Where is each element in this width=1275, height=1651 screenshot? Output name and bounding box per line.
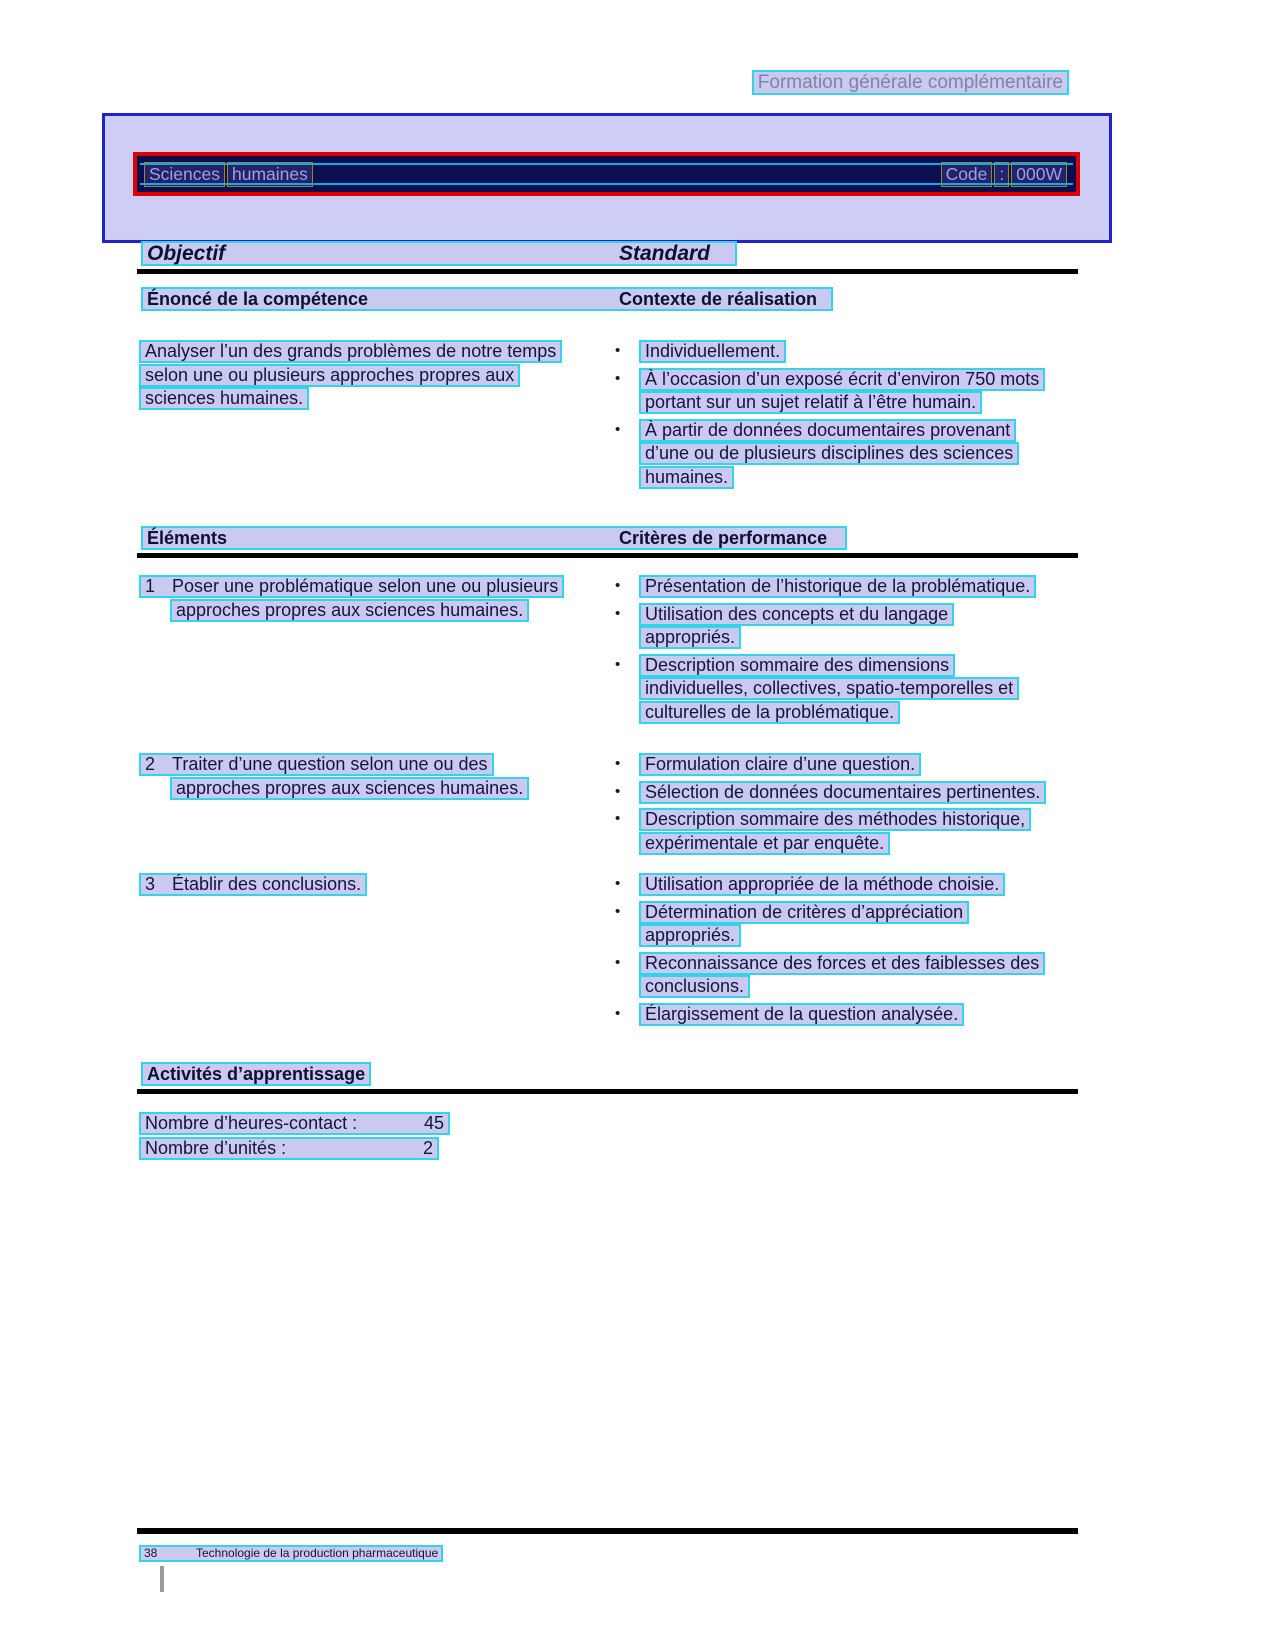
statement-line: Analyser l’un des grands problèmes de notre temps: [139, 340, 562, 363]
units-row: [139, 1137, 439, 1160]
bullet-icon: •: [615, 577, 621, 594]
bullet-icon: •: [615, 420, 621, 438]
item-line: [139, 873, 367, 896]
item-line: [139, 575, 564, 598]
context-bullet-list: [615, 340, 1045, 493]
footer: [139, 1541, 443, 1562]
bullet-line: d’une ou de plusieurs disciplines des sciences: [639, 442, 1019, 465]
contexte-heading: Contexte de réalisation: [619, 289, 818, 309]
hours-contact-label: Nombre d’heures-contact :: [145, 1113, 358, 1133]
bar-word: 000W: [1011, 162, 1067, 187]
criteria-list-2: [615, 753, 1046, 859]
list-item: [615, 781, 1046, 805]
list-item: [615, 753, 1046, 777]
bullet-icon: •: [615, 810, 621, 827]
bullet-line: Présentation de l’historique de la problématique.: [639, 575, 1036, 598]
bullet-line: Élargissement de la question analysée.: [639, 1003, 964, 1026]
bullet-line: Utilisation des concepts et du langage: [639, 603, 954, 626]
bullet-icon: •: [615, 369, 621, 387]
criteres-heading: Critères de performance: [619, 528, 828, 548]
footer-text-row: [139, 1545, 443, 1562]
item-text: Poser une problématique selon une ou plusieurs: [172, 576, 559, 596]
bar-word: Sciences: [144, 162, 225, 187]
activities-heading: Activités d’apprentissage: [141, 1062, 371, 1086]
objectif-heading: Objectif: [147, 242, 226, 265]
item-number: 2: [145, 754, 156, 774]
statement-line: selon une ou plusieurs approches propres aux: [139, 364, 520, 387]
bullet-line: expérimentale et par enquête.: [639, 832, 890, 855]
bullet-line: culturelles de la problématique.: [639, 701, 900, 724]
bullet-line: individuelles, collectives, spatio-temporelles et: [639, 677, 1019, 700]
bullet-icon: •: [615, 902, 621, 920]
bar-word: humaines: [227, 162, 313, 187]
bullet-line: portant sur un sujet relatif à l’être humain.: [639, 391, 982, 414]
bullet-line: À l’occasion d’un exposé écrit d’environ 750 mots: [639, 368, 1045, 391]
hours-contact-row: [139, 1112, 450, 1135]
bullet-line: humaines.: [639, 466, 734, 489]
bar-word: :: [994, 162, 1009, 187]
list-item: [615, 654, 1036, 725]
bullet-icon: •: [615, 755, 621, 772]
bullet-line: À partir de données documentaires provenant: [639, 419, 1016, 442]
list-item: [615, 340, 1045, 364]
statement-line: sciences humaines.: [139, 387, 309, 410]
list-item: [615, 901, 1045, 948]
bullet-line: Reconnaissance des forces et des faiblesses des: [639, 952, 1045, 975]
elements-header-row: [141, 526, 847, 550]
bullet-line: Détermination de critères d’appréciation: [639, 901, 969, 924]
subject-title-bar: [133, 152, 1080, 196]
element-item-3: [139, 873, 367, 897]
hours-contact-value: 45: [423, 1113, 444, 1133]
document-title: Technologie de la production pharmaceutique: [196, 1546, 439, 1560]
section-divider: [137, 553, 1078, 558]
list-item: [615, 952, 1045, 999]
list-item: [615, 603, 1036, 650]
criteria-list-1: [615, 575, 1036, 728]
bar-word: Code: [941, 162, 993, 187]
units-label: Nombre d’unités :: [145, 1137, 287, 1158]
bullet-icon: •: [615, 604, 621, 622]
bullet-line: Description sommaire des dimensions: [639, 654, 955, 677]
criteria-list-3: [615, 873, 1045, 1030]
bullet-icon: •: [615, 953, 621, 971]
competence-header-row: [141, 287, 833, 311]
text-cursor-artifact: [160, 1566, 164, 1592]
item-text: Traiter d’une question selon une ou des: [172, 754, 488, 774]
bullet-icon: •: [615, 1004, 621, 1022]
list-item: [615, 1003, 1045, 1027]
standard-heading: Standard: [619, 242, 711, 265]
bullet-icon: •: [615, 875, 621, 892]
bullet-line: Individuellement.: [639, 340, 786, 363]
subject-code: [941, 162, 1069, 187]
element-item-1: [139, 575, 564, 622]
section-divider: [137, 269, 1078, 274]
section-divider: [137, 1089, 1078, 1094]
bullet-line: conclusions.: [639, 975, 750, 998]
item-text: Établir des conclusions.: [172, 874, 362, 894]
list-item: [615, 873, 1045, 897]
units-value: 2: [422, 1137, 433, 1158]
bullet-line: Description sommaire des méthodes historique,: [639, 808, 1031, 831]
bullet-icon: •: [615, 782, 621, 800]
bullet-line: appropriés.: [639, 924, 741, 947]
item-line: approches propres aux sciences humaines.: [170, 599, 529, 622]
enonce-heading: Énoncé de la compétence: [147, 289, 369, 309]
page-header-text: Formation générale complémentaire: [752, 70, 1069, 95]
activities-info: [139, 1112, 450, 1161]
bullet-line: Sélection de données documentaires pertinentes.: [639, 781, 1046, 804]
element-item-2: [139, 753, 529, 800]
bullet-line: appropriés.: [639, 626, 741, 649]
bullet-icon: •: [615, 655, 621, 673]
list-item: [615, 419, 1045, 490]
columns-header-row: [141, 241, 737, 266]
item-number: 3: [145, 874, 156, 894]
subject-name: [144, 162, 315, 187]
bullet-line: Utilisation appropriée de la méthode choisie.: [639, 873, 1005, 896]
list-item: [615, 808, 1046, 855]
footer-divider: [137, 1528, 1078, 1534]
elements-heading: Éléments: [147, 528, 228, 548]
page-number: 38: [144, 1546, 158, 1560]
bullet-line: Formulation claire d’une question.: [639, 753, 921, 776]
item-line: approches propres aux sciences humaines.: [170, 777, 529, 800]
list-item: [615, 368, 1045, 415]
item-line: [139, 753, 494, 776]
bullet-icon: •: [615, 342, 621, 359]
list-item: [615, 575, 1036, 599]
item-number: 1: [145, 576, 156, 596]
competence-statement: [139, 340, 562, 411]
